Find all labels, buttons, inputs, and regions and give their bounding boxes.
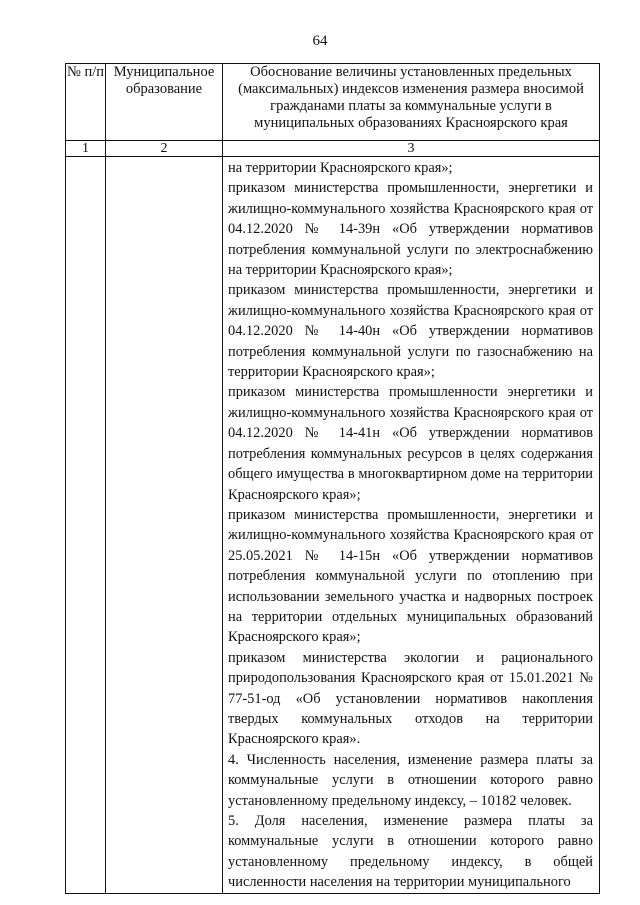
cell-municipality	[106, 157, 223, 894]
paragraph: приказом министерства промышленности, энергетики и жилищно-коммунального хозяйства Красноярского края от 25.05.2021 № 14-15н «Об утверждении нормативов потребления коммунальной услуги по отоплению при использовании земельного участка и надворных построек на территории отдельных муниципальных образований Красноярского края»;	[228, 506, 593, 646]
justification-table	[65, 63, 600, 894]
page-number: 64	[312, 33, 328, 49]
header-number: № п/п	[66, 64, 106, 141]
paragraph: приказом министерства промышленности, энергетики и жилищно-коммунального хозяйства Красноярского края от 04.12.2020 № 14-39н «Об утверждении нормативов потребления коммунальной услуги по электроснабжению на территории Красноярского края»;	[228, 180, 593, 279]
header-justification: Обоснование величины установленных предельных (максимальных) индексов изменения размера вносимой гражданами платы за коммунальные услуги в муниципальных образованиях Красноярского края	[223, 64, 600, 141]
cell-justification	[223, 157, 600, 894]
paragraph: приказом министерства промышленности энергетики и жилищно-коммунального хозяйства Красноярского края от 04.12.2020 № 14-41н «Об утверждении нормативов потребления коммунальных ресурсов в целях содержания общего имущества в многоквартирном доме на территории Красноярского края»;	[228, 384, 593, 503]
paragraph: приказом министерства промышленности, энергетики и жилищно-коммунального хозяйства Красноярского края от 04.12.2020 № 14-40н «Об утверждении нормативов потребления коммунальной услуги по газоснабжению на территории Красноярского края»;	[228, 282, 593, 381]
paragraph: 5. Доля населения, изменение размера платы за коммунальные услуги в отношении которого равно установленному предельному индексу, в общей численности населения на территории муниципального	[228, 813, 593, 891]
table-header-row	[66, 64, 600, 141]
paragraph: приказом министерства экологии и рационального природопользования Красноярского края от 15.01.2021 № 77-51-од «Об установлении нормативов накопления твердых коммунальных отходов на территории Красноярского края».	[228, 649, 593, 748]
column-number-row	[66, 141, 600, 157]
column-number-2: 2	[106, 141, 223, 157]
cell-number	[66, 157, 106, 894]
column-number-1: 1	[66, 141, 106, 157]
justification-text	[223, 157, 599, 893]
column-number-3: 3	[223, 141, 600, 157]
table-body-row	[66, 157, 600, 894]
paragraph: на территории Красноярского края»;	[228, 160, 453, 176]
header-municipality: Муниципальное образование	[106, 64, 223, 141]
paragraph: 4. Численность населения, изменение размера платы за коммунальные услуги в отношении которого равно установленному предельному индексу, – 10182 человек.	[228, 751, 593, 809]
